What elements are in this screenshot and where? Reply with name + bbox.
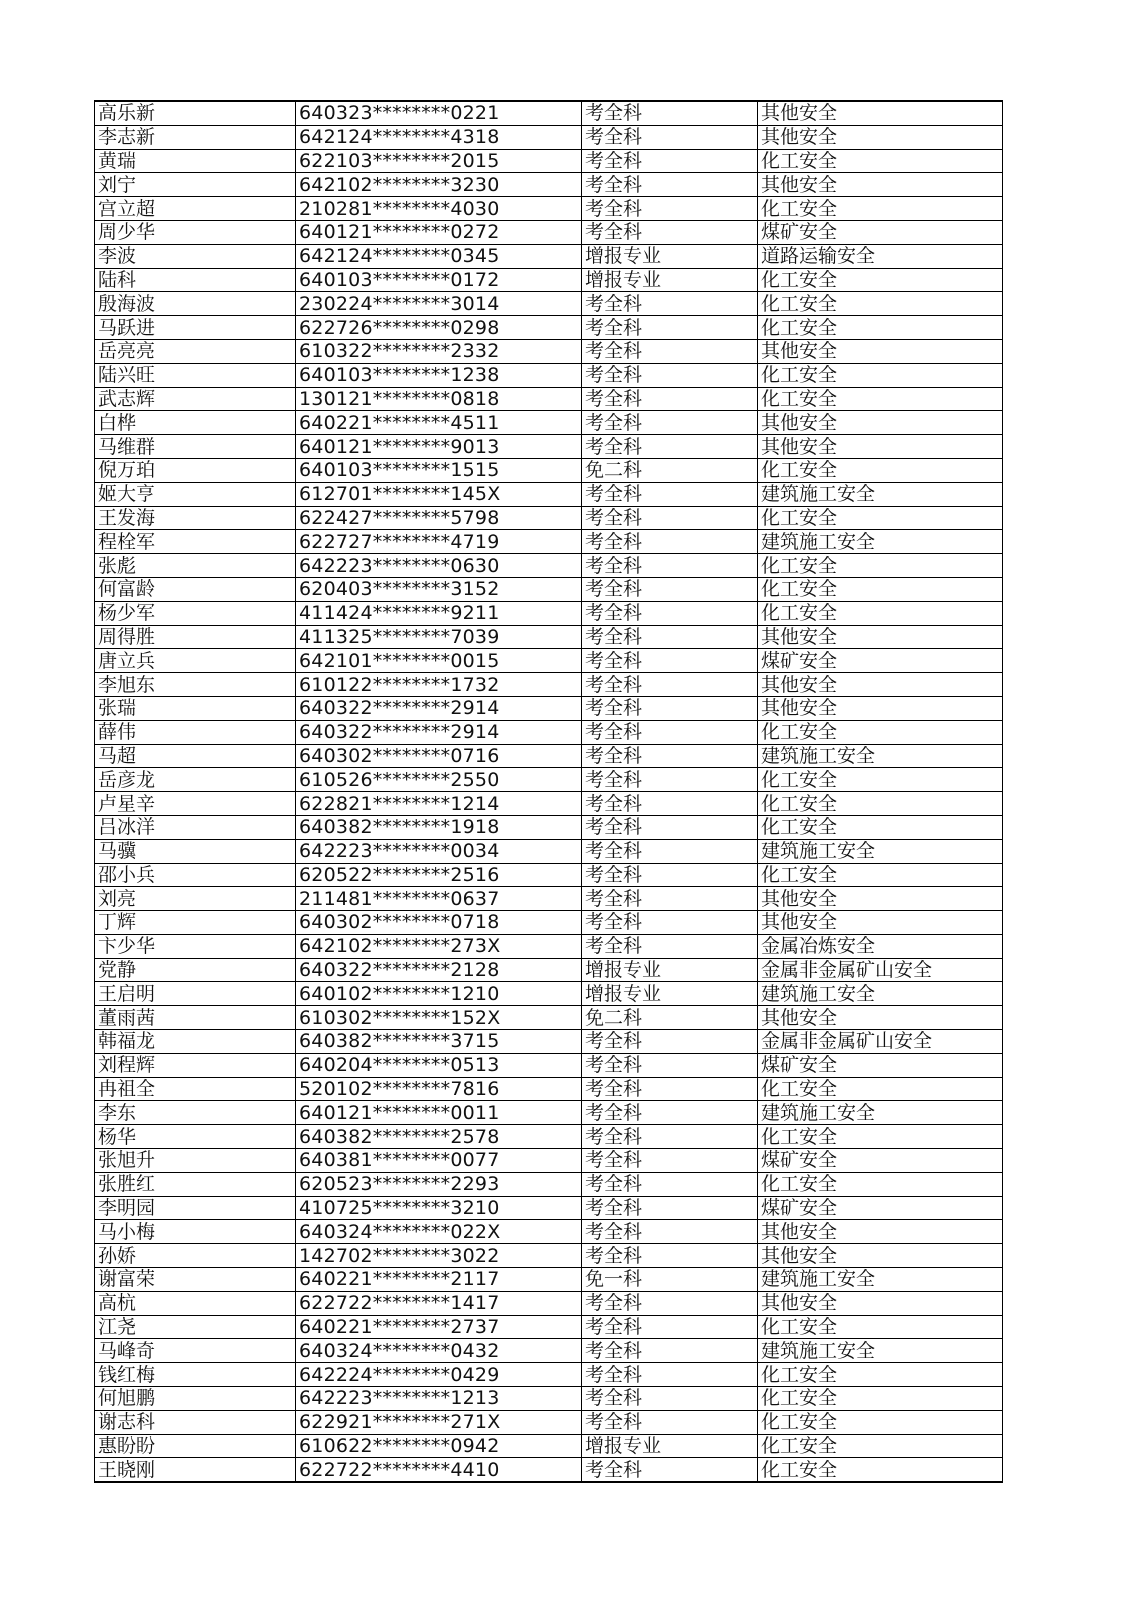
- name-cell: 孙娇: [95, 1244, 296, 1268]
- name-cell: 何旭鹏: [95, 1387, 296, 1411]
- category-cell: 其他安全: [758, 411, 1003, 435]
- id-number-cell: 640324********0432: [296, 1339, 582, 1363]
- table-row: [95, 958, 1003, 982]
- name-cell: 武志辉: [95, 387, 296, 411]
- category-cell: 建筑施工安全: [758, 744, 1003, 768]
- exam-type-cell: 考全科: [582, 173, 758, 197]
- category-cell: 其他安全: [758, 101, 1003, 125]
- category-cell: 其他安全: [758, 1220, 1003, 1244]
- table-row: [95, 1268, 1003, 1292]
- name-cell: 马跃进: [95, 316, 296, 340]
- name-cell: 王晓刚: [95, 1458, 296, 1482]
- table-row: [95, 1434, 1003, 1458]
- table-row: [95, 815, 1003, 839]
- name-cell: 惠盼盼: [95, 1434, 296, 1458]
- exam-type-cell: 考全科: [582, 863, 758, 887]
- id-number-cell: 622722********1417: [296, 1291, 582, 1315]
- exam-type-cell: 考全科: [582, 696, 758, 720]
- exam-type-cell: 考全科: [582, 363, 758, 387]
- name-cell: 黄瑞: [95, 149, 296, 173]
- id-number-cell: 640121********0272: [296, 220, 582, 244]
- table-row: [95, 1030, 1003, 1054]
- table-row: [95, 1363, 1003, 1387]
- exam-type-cell: 考全科: [582, 435, 758, 459]
- category-cell: 其他安全: [758, 339, 1003, 363]
- category-cell: 建筑施工安全: [758, 1339, 1003, 1363]
- exam-type-cell: 考全科: [582, 625, 758, 649]
- id-number-cell: 642101********0015: [296, 649, 582, 673]
- exam-type-cell: 考全科: [582, 815, 758, 839]
- name-cell: 韩福龙: [95, 1030, 296, 1054]
- name-cell: 王发海: [95, 506, 296, 530]
- name-cell: 江尧: [95, 1315, 296, 1339]
- name-cell: 吕冰洋: [95, 815, 296, 839]
- table-row: [95, 1315, 1003, 1339]
- table-row: [95, 577, 1003, 601]
- id-number-cell: 642124********0345: [296, 244, 582, 268]
- name-cell: 董雨茜: [95, 1006, 296, 1030]
- name-cell: 马峰奇: [95, 1339, 296, 1363]
- id-number-cell: 640322********2914: [296, 720, 582, 744]
- id-number-cell: 210281********4030: [296, 197, 582, 221]
- name-cell: 钱红梅: [95, 1363, 296, 1387]
- table-row: [95, 863, 1003, 887]
- category-cell: 化工安全: [758, 815, 1003, 839]
- table-row: [95, 839, 1003, 863]
- id-number-cell: 622726********0298: [296, 316, 582, 340]
- table-row: [95, 625, 1003, 649]
- exam-type-cell: 增报专业: [582, 1434, 758, 1458]
- exam-type-cell: 考全科: [582, 316, 758, 340]
- table-row: [95, 363, 1003, 387]
- name-cell: 李波: [95, 244, 296, 268]
- name-cell: 张胜红: [95, 1172, 296, 1196]
- name-cell: 杨华: [95, 1125, 296, 1149]
- category-cell: 其他安全: [758, 911, 1003, 935]
- exam-type-cell: 考全科: [582, 1149, 758, 1173]
- exam-type-cell: 考全科: [582, 197, 758, 221]
- name-cell: 马维群: [95, 435, 296, 459]
- table-row: [95, 197, 1003, 221]
- name-cell: 张瑞: [95, 696, 296, 720]
- table-row: [95, 1220, 1003, 1244]
- exam-type-cell: 考全科: [582, 1315, 758, 1339]
- table-row: [95, 649, 1003, 673]
- roster-table: [94, 100, 1003, 1483]
- id-number-cell: 640323********0221: [296, 101, 582, 125]
- table-row: [95, 482, 1003, 506]
- id-number-cell: 610322********2332: [296, 339, 582, 363]
- exam-type-cell: 考全科: [582, 1220, 758, 1244]
- category-cell: 化工安全: [758, 1434, 1003, 1458]
- category-cell: 化工安全: [758, 768, 1003, 792]
- exam-type-cell: 考全科: [582, 1410, 758, 1434]
- exam-type-cell: 考全科: [582, 1053, 758, 1077]
- name-cell: 卞少华: [95, 934, 296, 958]
- category-cell: 化工安全: [758, 363, 1003, 387]
- exam-type-cell: 考全科: [582, 1387, 758, 1411]
- exam-type-cell: 考全科: [582, 1101, 758, 1125]
- id-number-cell: 640382********2578: [296, 1125, 582, 1149]
- table-row: [95, 125, 1003, 149]
- name-cell: 薛伟: [95, 720, 296, 744]
- table-row: [95, 1291, 1003, 1315]
- category-cell: 化工安全: [758, 149, 1003, 173]
- table-row: [95, 149, 1003, 173]
- exam-type-cell: 增报专业: [582, 982, 758, 1006]
- id-number-cell: 640324********022X: [296, 1220, 582, 1244]
- category-cell: 金属非金属矿山安全: [758, 1030, 1003, 1054]
- name-cell: 何富龄: [95, 577, 296, 601]
- table-row: [95, 506, 1003, 530]
- category-cell: 化工安全: [758, 506, 1003, 530]
- category-cell: 化工安全: [758, 316, 1003, 340]
- table-row: [95, 244, 1003, 268]
- category-cell: 煤矿安全: [758, 649, 1003, 673]
- exam-type-cell: 考全科: [582, 482, 758, 506]
- category-cell: 道路运输安全: [758, 244, 1003, 268]
- category-cell: 其他安全: [758, 1291, 1003, 1315]
- exam-type-cell: 考全科: [582, 1077, 758, 1101]
- id-number-cell: 620403********3152: [296, 577, 582, 601]
- id-number-cell: 642124********4318: [296, 125, 582, 149]
- category-cell: 其他安全: [758, 673, 1003, 697]
- table-row: [95, 1410, 1003, 1434]
- exam-type-cell: 考全科: [582, 1363, 758, 1387]
- id-number-cell: 520102********7816: [296, 1077, 582, 1101]
- id-number-cell: 620523********2293: [296, 1172, 582, 1196]
- id-number-cell: 612701********145X: [296, 482, 582, 506]
- id-number-cell: 142702********3022: [296, 1244, 582, 1268]
- name-cell: 刘程辉: [95, 1053, 296, 1077]
- name-cell: 张旭升: [95, 1149, 296, 1173]
- id-number-cell: 640302********0718: [296, 911, 582, 935]
- table-row: [95, 1458, 1003, 1482]
- id-number-cell: 610526********2550: [296, 768, 582, 792]
- category-cell: 化工安全: [758, 1458, 1003, 1482]
- id-number-cell: 622427********5798: [296, 506, 582, 530]
- id-number-cell: 642102********3230: [296, 173, 582, 197]
- name-cell: 白桦: [95, 411, 296, 435]
- id-number-cell: 640221********4511: [296, 411, 582, 435]
- category-cell: 化工安全: [758, 458, 1003, 482]
- name-cell: 李明园: [95, 1196, 296, 1220]
- exam-type-cell: 考全科: [582, 649, 758, 673]
- name-cell: 马骥: [95, 839, 296, 863]
- id-number-cell: 640102********1210: [296, 982, 582, 1006]
- category-cell: 建筑施工安全: [758, 982, 1003, 1006]
- category-cell: 化工安全: [758, 577, 1003, 601]
- id-number-cell: 622103********2015: [296, 149, 582, 173]
- category-cell: 化工安全: [758, 1077, 1003, 1101]
- exam-type-cell: 考全科: [582, 744, 758, 768]
- category-cell: 建筑施工安全: [758, 1101, 1003, 1125]
- id-number-cell: 640322********2914: [296, 696, 582, 720]
- table-row: [95, 1077, 1003, 1101]
- table-row: [95, 1053, 1003, 1077]
- category-cell: 化工安全: [758, 554, 1003, 578]
- name-cell: 卢星辛: [95, 792, 296, 816]
- id-number-cell: 411325********7039: [296, 625, 582, 649]
- id-number-cell: 640221********2117: [296, 1268, 582, 1292]
- id-number-cell: 610622********0942: [296, 1434, 582, 1458]
- name-cell: 高乐新: [95, 101, 296, 125]
- name-cell: 陆科: [95, 268, 296, 292]
- id-number-cell: 640121********0011: [296, 1101, 582, 1125]
- exam-type-cell: 免一科: [582, 1268, 758, 1292]
- table-row: [95, 720, 1003, 744]
- name-cell: 谢富荣: [95, 1268, 296, 1292]
- table-row: [95, 101, 1003, 125]
- category-cell: 其他安全: [758, 1006, 1003, 1030]
- id-number-cell: 130121********0818: [296, 387, 582, 411]
- exam-type-cell: 考全科: [582, 911, 758, 935]
- category-cell: 化工安全: [758, 601, 1003, 625]
- table-row: [95, 1125, 1003, 1149]
- id-number-cell: 642102********273X: [296, 934, 582, 958]
- id-number-cell: 640103********1238: [296, 363, 582, 387]
- exam-type-cell: 考全科: [582, 1339, 758, 1363]
- id-number-cell: 622722********4410: [296, 1458, 582, 1482]
- category-cell: 其他安全: [758, 887, 1003, 911]
- table-row: [95, 911, 1003, 935]
- exam-type-cell: 考全科: [582, 792, 758, 816]
- id-number-cell: 640103********1515: [296, 458, 582, 482]
- exam-type-cell: 考全科: [582, 101, 758, 125]
- name-cell: 岳彦龙: [95, 768, 296, 792]
- category-cell: 建筑施工安全: [758, 530, 1003, 554]
- category-cell: 煤矿安全: [758, 1053, 1003, 1077]
- name-cell: 李志新: [95, 125, 296, 149]
- name-cell: 姬大亨: [95, 482, 296, 506]
- id-number-cell: 640302********0716: [296, 744, 582, 768]
- exam-type-cell: 考全科: [582, 887, 758, 911]
- id-number-cell: 610122********1732: [296, 673, 582, 697]
- exam-type-cell: 增报专业: [582, 244, 758, 268]
- id-number-cell: 622821********1214: [296, 792, 582, 816]
- category-cell: 煤矿安全: [758, 1196, 1003, 1220]
- table-row: [95, 768, 1003, 792]
- table-row: [95, 1101, 1003, 1125]
- table-row: [95, 530, 1003, 554]
- category-cell: 化工安全: [758, 197, 1003, 221]
- table-row: [95, 316, 1003, 340]
- name-cell: 党静: [95, 958, 296, 982]
- category-cell: 化工安全: [758, 720, 1003, 744]
- table-row: [95, 792, 1003, 816]
- name-cell: 岳亮亮: [95, 339, 296, 363]
- exam-type-cell: 免二科: [582, 1006, 758, 1030]
- table-row: [95, 982, 1003, 1006]
- table-row: [95, 458, 1003, 482]
- id-number-cell: 622921********271X: [296, 1410, 582, 1434]
- name-cell: 张彪: [95, 554, 296, 578]
- name-cell: 刘亮: [95, 887, 296, 911]
- category-cell: 其他安全: [758, 435, 1003, 459]
- table-row: [95, 1387, 1003, 1411]
- name-cell: 冉祖全: [95, 1077, 296, 1101]
- name-cell: 周少华: [95, 220, 296, 244]
- name-cell: 殷海波: [95, 292, 296, 316]
- exam-type-cell: 考全科: [582, 768, 758, 792]
- exam-type-cell: 考全科: [582, 1125, 758, 1149]
- id-number-cell: 410725********3210: [296, 1196, 582, 1220]
- table-row: [95, 1006, 1003, 1030]
- exam-type-cell: 考全科: [582, 387, 758, 411]
- category-cell: 化工安全: [758, 1410, 1003, 1434]
- exam-type-cell: 考全科: [582, 125, 758, 149]
- exam-type-cell: 考全科: [582, 934, 758, 958]
- category-cell: 化工安全: [758, 1125, 1003, 1149]
- name-cell: 程栓军: [95, 530, 296, 554]
- name-cell: 倪万珀: [95, 458, 296, 482]
- category-cell: 其他安全: [758, 173, 1003, 197]
- id-number-cell: 620522********2516: [296, 863, 582, 887]
- name-cell: 刘宁: [95, 173, 296, 197]
- id-number-cell: 610302********152X: [296, 1006, 582, 1030]
- exam-type-cell: 考全科: [582, 720, 758, 744]
- name-cell: 宫立超: [95, 197, 296, 221]
- table-row: [95, 673, 1003, 697]
- exam-type-cell: 增报专业: [582, 268, 758, 292]
- name-cell: 高杭: [95, 1291, 296, 1315]
- table-row: [95, 173, 1003, 197]
- table-row: [95, 1172, 1003, 1196]
- table-row: [95, 1244, 1003, 1268]
- category-cell: 煤矿安全: [758, 220, 1003, 244]
- exam-type-cell: 考全科: [582, 411, 758, 435]
- exam-type-cell: 考全科: [582, 1196, 758, 1220]
- exam-type-cell: 考全科: [582, 530, 758, 554]
- category-cell: 化工安全: [758, 292, 1003, 316]
- id-number-cell: 640103********0172: [296, 268, 582, 292]
- exam-type-cell: 考全科: [582, 577, 758, 601]
- name-cell: 李旭东: [95, 673, 296, 697]
- category-cell: 建筑施工安全: [758, 839, 1003, 863]
- table-row: [95, 934, 1003, 958]
- id-number-cell: 622727********4719: [296, 530, 582, 554]
- table-row: [95, 1339, 1003, 1363]
- name-cell: 唐立兵: [95, 649, 296, 673]
- category-cell: 其他安全: [758, 625, 1003, 649]
- category-cell: 煤矿安全: [758, 1149, 1003, 1173]
- exam-type-cell: 免二科: [582, 458, 758, 482]
- table-row: [95, 887, 1003, 911]
- id-number-cell: 411424********9211: [296, 601, 582, 625]
- id-number-cell: 642223********0034: [296, 839, 582, 863]
- id-number-cell: 230224********3014: [296, 292, 582, 316]
- name-cell: 丁辉: [95, 911, 296, 935]
- name-cell: 马小梅: [95, 1220, 296, 1244]
- category-cell: 建筑施工安全: [758, 1268, 1003, 1292]
- table-row: [95, 339, 1003, 363]
- id-number-cell: 642224********0429: [296, 1363, 582, 1387]
- category-cell: 金属非金属矿山安全: [758, 958, 1003, 982]
- name-cell: 谢志科: [95, 1410, 296, 1434]
- id-number-cell: 640382********3715: [296, 1030, 582, 1054]
- exam-type-cell: 考全科: [582, 292, 758, 316]
- exam-type-cell: 考全科: [582, 1458, 758, 1482]
- category-cell: 金属冶炼安全: [758, 934, 1003, 958]
- table-row: [95, 387, 1003, 411]
- id-number-cell: 640322********2128: [296, 958, 582, 982]
- category-cell: 化工安全: [758, 268, 1003, 292]
- id-number-cell: 211481********0637: [296, 887, 582, 911]
- name-cell: 邵小兵: [95, 863, 296, 887]
- name-cell: 马超: [95, 744, 296, 768]
- exam-type-cell: 考全科: [582, 1172, 758, 1196]
- exam-type-cell: 考全科: [582, 673, 758, 697]
- id-number-cell: 642223********0630: [296, 554, 582, 578]
- category-cell: 化工安全: [758, 792, 1003, 816]
- exam-type-cell: 考全科: [582, 339, 758, 363]
- category-cell: 其他安全: [758, 125, 1003, 149]
- category-cell: 建筑施工安全: [758, 482, 1003, 506]
- id-number-cell: 642223********1213: [296, 1387, 582, 1411]
- table-row: [95, 435, 1003, 459]
- table-row: [95, 292, 1003, 316]
- id-number-cell: 640204********0513: [296, 1053, 582, 1077]
- name-cell: 周得胜: [95, 625, 296, 649]
- category-cell: 化工安全: [758, 1172, 1003, 1196]
- table-row: [95, 744, 1003, 768]
- table-row: [95, 1149, 1003, 1173]
- name-cell: 李东: [95, 1101, 296, 1125]
- id-number-cell: 640382********1918: [296, 815, 582, 839]
- table-row: [95, 411, 1003, 435]
- exam-type-cell: 增报专业: [582, 958, 758, 982]
- category-cell: 化工安全: [758, 387, 1003, 411]
- id-number-cell: 640121********9013: [296, 435, 582, 459]
- exam-type-cell: 考全科: [582, 149, 758, 173]
- table-row: [95, 1196, 1003, 1220]
- roster-table-body: [95, 101, 1003, 1482]
- name-cell: 杨少军: [95, 601, 296, 625]
- exam-type-cell: 考全科: [582, 554, 758, 578]
- exam-type-cell: 考全科: [582, 1244, 758, 1268]
- id-number-cell: 640381********0077: [296, 1149, 582, 1173]
- name-cell: 王启明: [95, 982, 296, 1006]
- table-row: [95, 220, 1003, 244]
- table-row: [95, 601, 1003, 625]
- category-cell: 化工安全: [758, 1387, 1003, 1411]
- exam-type-cell: 考全科: [582, 601, 758, 625]
- id-number-cell: 640221********2737: [296, 1315, 582, 1339]
- exam-type-cell: 考全科: [582, 839, 758, 863]
- category-cell: 化工安全: [758, 863, 1003, 887]
- category-cell: 其他安全: [758, 696, 1003, 720]
- exam-type-cell: 考全科: [582, 1291, 758, 1315]
- exam-type-cell: 考全科: [582, 220, 758, 244]
- exam-type-cell: 考全科: [582, 506, 758, 530]
- category-cell: 化工安全: [758, 1363, 1003, 1387]
- name-cell: 陆兴旺: [95, 363, 296, 387]
- category-cell: 化工安全: [758, 1315, 1003, 1339]
- table-row: [95, 268, 1003, 292]
- table-row: [95, 696, 1003, 720]
- category-cell: 其他安全: [758, 1244, 1003, 1268]
- exam-type-cell: 考全科: [582, 1030, 758, 1054]
- table-row: [95, 554, 1003, 578]
